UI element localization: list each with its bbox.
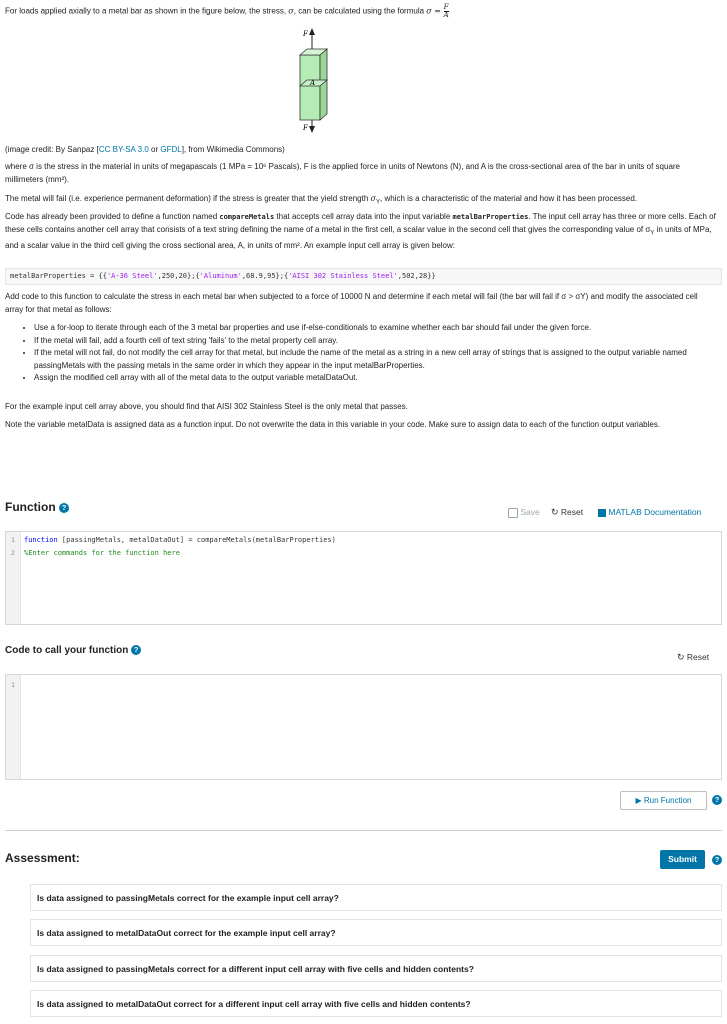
force-bottom-label: F [303, 124, 308, 132]
gfdl-link[interactable]: GFDL [160, 145, 182, 154]
add-code-paragraph: Add code to this function to calculate the stress in each metal bar when subjected to a force of 10000 N and determine if each metal will fail (the bar will fail if σ > σY) and modify the associated cell array for that metal as follows: [5, 292, 698, 314]
save-icon [508, 508, 518, 518]
list-item: • If the metal will not fail, do not modify the cell array for that metal, but include the name of the metal as a string in a new cell array of strings that is assigned to the output variable named passingMetals with the passing metals in the same order in which they appear in the input metalBarProperties. [34, 347, 714, 372]
assessment-item[interactable]: Is data assigned to passingMetals correct for a different input cell array with five cells and hidden contents? [30, 955, 722, 982]
run-function-button[interactable]: ▶ Run Function [620, 791, 707, 810]
help-icon[interactable]: ? [131, 645, 141, 655]
function-code-editor[interactable] [5, 531, 722, 625]
reset-icon: ↻ [551, 507, 559, 517]
play-icon: ▶ [635, 796, 642, 805]
list-item: • Assign the modified cell array with all of the metal data to the output variable metalDataOut. [34, 372, 714, 385]
help-icon[interactable]: ? [712, 855, 722, 865]
help-icon[interactable]: ? [59, 503, 69, 513]
list-item: • If the metal will fail, add a fourth cell of text string 'fails' to the metal property cell array. [34, 335, 714, 348]
reset-icon: ↻ [677, 652, 685, 662]
example-code-block: metalBarProperties = {{'A-36 Steel',250,20};{'Aluminum',68.9,95};{'AISI 302 Stainless Steel',502,28}} [5, 268, 722, 285]
code-line: %Enter commands for the function here [24, 549, 180, 557]
assessment-title: Assessment: [5, 851, 80, 865]
axial-bar-figure [290, 25, 340, 135]
stress-formula: σ = $\frac{F}{A}$ [426, 3, 449, 19]
code-line: function [passingMetals, metalDataOut] = compareMetals(metalBarProperties) [24, 536, 336, 544]
assessment-item[interactable]: Is data assigned to metalDataOut correct for the example input cell array? [30, 919, 722, 946]
section-divider [5, 830, 722, 831]
call-code-editor[interactable] [5, 674, 722, 780]
code-paragraph: Code has already been provided to define a function named compareMetals that accepts cell array data into the input variable metalBarProperties. The input cell array has three or more cells. Each of these cells contains another cell array that consists of a text string defining the name of a metal in the first cell, a scalar value in the second cell that gives the corresponding value of $\sigma_Y$ in units of MPa, and a scalar value in the third cell giving the cross sectional area, A, in units of mm². An example input cell array is given below: [5, 212, 716, 250]
note-paragraph: Note the variable metalData is assigned data as a function input. Do not overwrite the data in this variable in your code. Make sure to assign data to each of the function output variables. [5, 420, 661, 429]
submit-button[interactable]: Submit [660, 850, 705, 869]
assessment-item[interactable]: Is data assigned to metalDataOut correct for a different input cell array with five cells and hidden contents? [30, 990, 722, 1017]
list-item: • Use a for-loop to iterate through each of the 3 metal bar properties and use if-else-conditionals to examine whether each bar should fail under the given force. [34, 322, 714, 335]
image-credit: (image credit: By Sanpaz [CC BY-SA 3.0 or GFDL], from Wikimedia Commons) [5, 145, 285, 154]
assessment-item[interactable]: Is data assigned to passingMetals correct for the example input cell array? [30, 884, 722, 911]
line-number-gutter [6, 675, 21, 779]
call-function-title: Code to call your function ? [5, 645, 141, 656]
intro-text: For loads applied axially to a metal bar as shown in the figure below, the stress, σ, can be calculated using the formula σ = $\frac{F}{A}$ [5, 3, 449, 19]
save-button[interactable]: Save [508, 507, 540, 518]
example-result-paragraph: For the example input cell array above, you should find that AISI 302 Stainless Steel is the only metal that passes. [5, 402, 408, 411]
instructions-list [22, 322, 714, 385]
reset-button[interactable]: ↻ Reset [551, 507, 584, 517]
function-title: Function ? [5, 500, 69, 514]
cc-license-link[interactable]: CC BY-SA 3.0 [98, 145, 149, 154]
help-icon[interactable]: ? [712, 795, 722, 805]
line-number-gutter [6, 532, 21, 624]
fail-paragraph: The metal will fail (i.e. experience permanent deformation) if the stress is greater that the yield strength $\sigma_Y$, which is a characteristic of the material and how it has been processed. [5, 194, 638, 206]
line-number: 1 [11, 681, 15, 689]
call-reset-button[interactable]: ↻ Reset [677, 652, 710, 662]
where-paragraph: where σ is the stress in the material in units of megapascals (1 MPa = 10⁶ Pascals), F is the applied force in units of Newtons (N), and A is the cross-sectional area of the bar in units of square millimeters (mm²). [5, 162, 680, 184]
line-number: 2 [11, 549, 15, 557]
matlab-documentation-link[interactable]: MATLAB Documentation [598, 507, 701, 517]
line-number: 1 [11, 536, 15, 544]
documentation-icon [598, 509, 606, 517]
area-label: A [310, 79, 316, 87]
force-top-label: F [303, 30, 308, 38]
